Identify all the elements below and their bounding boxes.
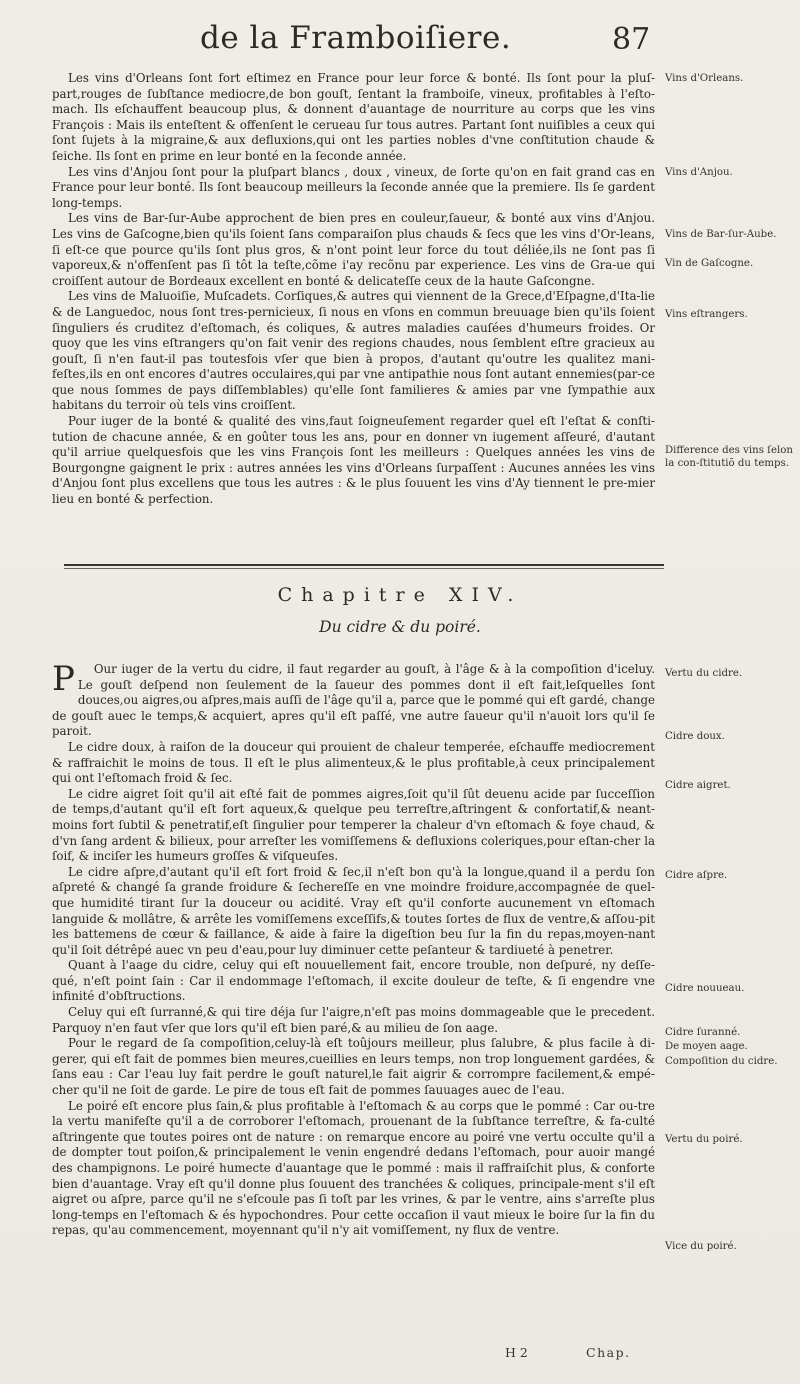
margin-note: Vins eſtrangers. [665, 309, 748, 320]
paragraph-bar-gascogne: Les vins de Bar-ſur-Aube approchent de bien pres en couleur,ſaueur, & bonté aux vins d'Anjou. Les vins de Gaſcogne,bien qu'ils ſoient ſans comparaiſon plus chauds & ſecs que les vins d'Or-leans, ſi eſt-ce que pource qu'ils ſont plus gros, & n'ont point leur force du tout déliée,ils ne ſont pas ſi vaporeux,& n'offenſent pas ſi tôt la teſte,cõme i'ay recõnu par experience. Les vins de Gra-ue qui croiſſent autour de Bordeaux excellent en bonté & delicateſſe ceux de la haute Gaſcongne. [52, 211, 655, 288]
chapter-subtitle: Du cidre & du poiré. [319, 618, 481, 636]
paragraph-composition: Pour le regard de ſa compoſition,celuy-là eſt toûjours meilleur, plus ſalubre, & plus facile à di-gerer, qui eſt fait de pommes bien meures,cueillies en leurs temps, non trop longuement gardées, & ſans eau : Car l'eau luy fait perdre le gouſt naturel,le fait aigrir & corrompre facilement,& empé-cher qu'il ne ſoit de garde. Le pire de tous eſt fait de pommes ſauuages auec de l'eau. [52, 1036, 655, 1098]
paragraph-sour-cider: Le cidre aigret ſoit qu'il ait eſté fait de pommes aigres,ſoit qu'il ſût deuenu acide par ſucceſſion de temps,d'autant qu'il eſt fort aqueux,& quelque peu terreſtre,aſtringent & confortatif,& neant-moins fort ſubtil & penetratif,eſt ſingulier pour temperer la chaleur d'vn eſtomach & foye chaud, & d'vn ſang ardent & bilieux, pour arreſter les vomiſſemens & defluxions coleriques,pour eſtan-cher la ſoif, & inciſer les humeurs groſſes & viſqueuſes. [52, 786, 655, 864]
catchword: Chap. [586, 1345, 631, 1360]
margin-note: Vertu du cidre. [665, 668, 743, 679]
margin-note: De moyen aage. [665, 1041, 748, 1052]
margin-note: Cidre aſpre. [665, 870, 728, 881]
margin-note: Cidre nouueau. [665, 983, 745, 994]
margin-note: Difference des vins ſelon la con-ſtitutiõ du temps. [665, 445, 793, 469]
paragraph-cider-intro [52, 659, 655, 740]
running-title: de la Framboiſiere. [200, 20, 512, 56]
paragraph-text: Our iuger de la vertu du cidre, il faut regarder au gouſt, à l'âge & à la compoſition d'iceluy. Le gouſt deſpend non ſeulement de la ſaueur des pommes dont il eſt fait,leſquelles ſont douces,ou aigres,ou aſpres,mais auſſi de l'âge qu'il a, parce que le pommé qui eſt gardé, change de gouſt auec le temps,& acquiert, apres qu'il eſt paſſé, vne autre ſaueur qu'il n'auoit lors qu'il ſe paroit. [52, 662, 655, 739]
paragraph-orleans: Les vins d'Orleans ſont fort eſtimez en France pour leur force & bonté. Ils ſont pour la pluſ-part,rouges de ſubſtance mediocre,de bon gouſt, ſentant la framboiſe, vineux, profitables à l'eſto-mach. Ils eſchauffent beaucoup plus, & donnent d'auantage de nourriture au corps que les vins François : Mais ils enteſtent & offenſent le cerueau ſur tous autres. Partant ſont nuiſibles a ceux qui ſont ſujets à la migraine,& aux defluxions,qui ont les parties nobles d'vne conſtitution chaude & ſeiche. Ils ſont en prime en leur bonté en la ſeconde année. [52, 71, 655, 163]
margin-note: Cidre aigret. [665, 780, 731, 791]
chapter-heading: Chapitre XIV. [277, 584, 523, 606]
paragraph-foreign-wines: Les vins de Maluoiſie, Muſcadets. Corſiques,& autres qui viennent de la Grece,d'Eſpagne,d'Ita-lie & de Languedoc, nous ſont tres-pernicieux, ſi nous en vſons en commun breuuage bien qu'ils ſoient ſinguliers és cruditez d'eſtomach, és coliques, & autres maladies cauſées d'humeurs froides. Or quoy que les vins eſtrangers qu'on fait venir des regions chaudes, nous ſemblent eſtre gracieux au gouſt, ſi n'en faut-il pas toutesfois vſer que bien à propos, d'autant qu'outre les qualitez mani-feſtes,ils en ont encores d'autres occulaires,qui par vne antipathie nous ſont autant ennemies(par-ce que nous ſommes de pays diſſemblables) qu'elle ſont familieres & amies par vne ſympathie aux habitans du terroir où tels vins croiſſent. [52, 289, 655, 413]
margin-note: Vins d'Orleans. [665, 73, 744, 84]
paragraph-harsh-cider: Le cidre aſpre,d'autant qu'il eſt fort froid & ſec,il n'eſt bon qu'à la longue,quand il a perdu ſon aſpreté & changé ſa grande froidure & ſechereſſe en vne moindre froidure,accompagnée de quel-que humidité tirant ſur la douceur ou acidité. Vray eſt qu'il conforte aucunement vn eſtomach languide & mollâtre, & arrête les vomiſſemens exceſſifs,& toutes ſortes de flux de ventre,& aſſou-pit les battemens de cœur & faillance, & aide à faire la digeſtion beu ſur la fin du repas,moyen-nant qu'il ſoit détrêpé auec vn peu d'eau,pour luy diminuer cette peſanteur & tardiueté à penetrer. [52, 864, 655, 957]
page-number: 87 [612, 22, 651, 57]
signature-mark: H 2 [505, 1345, 528, 1360]
margin-note: Vice du poiré. [665, 1241, 737, 1252]
cider-section [52, 659, 655, 1239]
section-rule [64, 564, 664, 566]
margin-note: Vertu du poiré. [665, 1134, 743, 1145]
margin-note: Cidre doux. [665, 731, 725, 742]
paragraph-old-cider: Celuy qui eſt ſurranné,& qui tire déja ſur l'aigre,n'eſt pas moins dommageable que le precedent. Parquoy n'en faut vſer que lors qu'il eſt bien paré,& au milieu de ſon aage. [52, 1005, 655, 1035]
margin-note: Compoſition du cidre. [665, 1056, 778, 1067]
margin-note: Vin de Gaſcogne. [665, 258, 754, 269]
paragraph-vintage: Pour iuger de la bonté & qualité des vins,faut ſoigneuſement regarder quel eſt l'eſtat & conſti-tution de chacune année, & en goûter tous les ans, pour en donner vn iugement aſſeuré, d'autant qu'il arriue quelquesfois que les vins François ſont les meilleurs : Quelques années les vins de Bourgongne gaignent le prix : autres années les vins d'Orleans ſurpaſſent : Aucunes années les vins d'Anjou ſont plus excellens que tous les autres : & le plus ſouuent les vins d'Ay tiennent le pre-mier lieu en bonté & perfection. [52, 414, 655, 507]
drop-cap: P [52, 659, 75, 699]
paragraph-sweet-cider: Le cidre doux, à raiſon de la douceur qui prouient de chaleur temperée, eſchauffe mediocrement & raffraichit le moins de tous. Il eſt le plus alimenteux,& le plus profitable,à ceux principalement qui ont l'eſtomach froid & ſec. [52, 739, 655, 786]
wine-section [52, 71, 655, 508]
margin-note: Vins d'Anjou. [665, 167, 733, 178]
margin-note: Cidre ſuranné. [665, 1027, 741, 1038]
paragraph-anjou: Les vins d'Anjou ſont pour la pluſpart blancs , doux , vineux, de ſorte qu'on en fait grand cas en France pour leur bonté. Ils ſont beaucoup meilleurs la ſeconde année que la premiere. Ils ſe gardent long-temps. [52, 164, 655, 210]
paragraph-perry: Le poiré eſt encore plus ſain,& plus profitable à l'eſtomach & au corps que le pommé : Car ou-tre la vertu manifeſte qu'il a de corroborer l'eſtomach, prouenant de la ſubſtance terreſtre, & fa-culté aſtringente que toutes poires ont de nature : on remarque encore au poiré vne vertu occulte qu'il a de dompter tout poiſon,& principalement le venin engendré dedans l'eſtomach, pour auoir mangé des champignons. Le poiré humecte d'auantage que le pommé : mais il raffraiſchit plus, & conforte bien d'auantage. Vray eſt qu'il donne plus ſouuent des tranchées & coliques, principale-ment s'il eſt aigret ou aſpre, parce qu'il ne s'eſcoule pas ſi toſt par les vrines, & par le ventre, ains s'arreſte plus long-temps en l'eſtomach & és hypochondres. Pour cette occaſion il vaut mieux le boire ſur la fin du repas, qu'au commencement, moyennant qu'il n'y ait vomiſſement, ny flux de ventre. [52, 1098, 655, 1238]
running-head [0, 14, 800, 58]
paragraph-new-cider: Quant à l'aage du cidre, celuy qui eſt nouuellement fait, encore trouble, non deſpuré, ny deſſe-qué, n'eſt point ſain : Car il endommage l'eſtomach, il excite douleur de teſte, & ſi engendre vne infinité d'obſtructions. [52, 958, 655, 1004]
margin-note: Vins de Bar-ſur-Aube. [665, 229, 777, 240]
